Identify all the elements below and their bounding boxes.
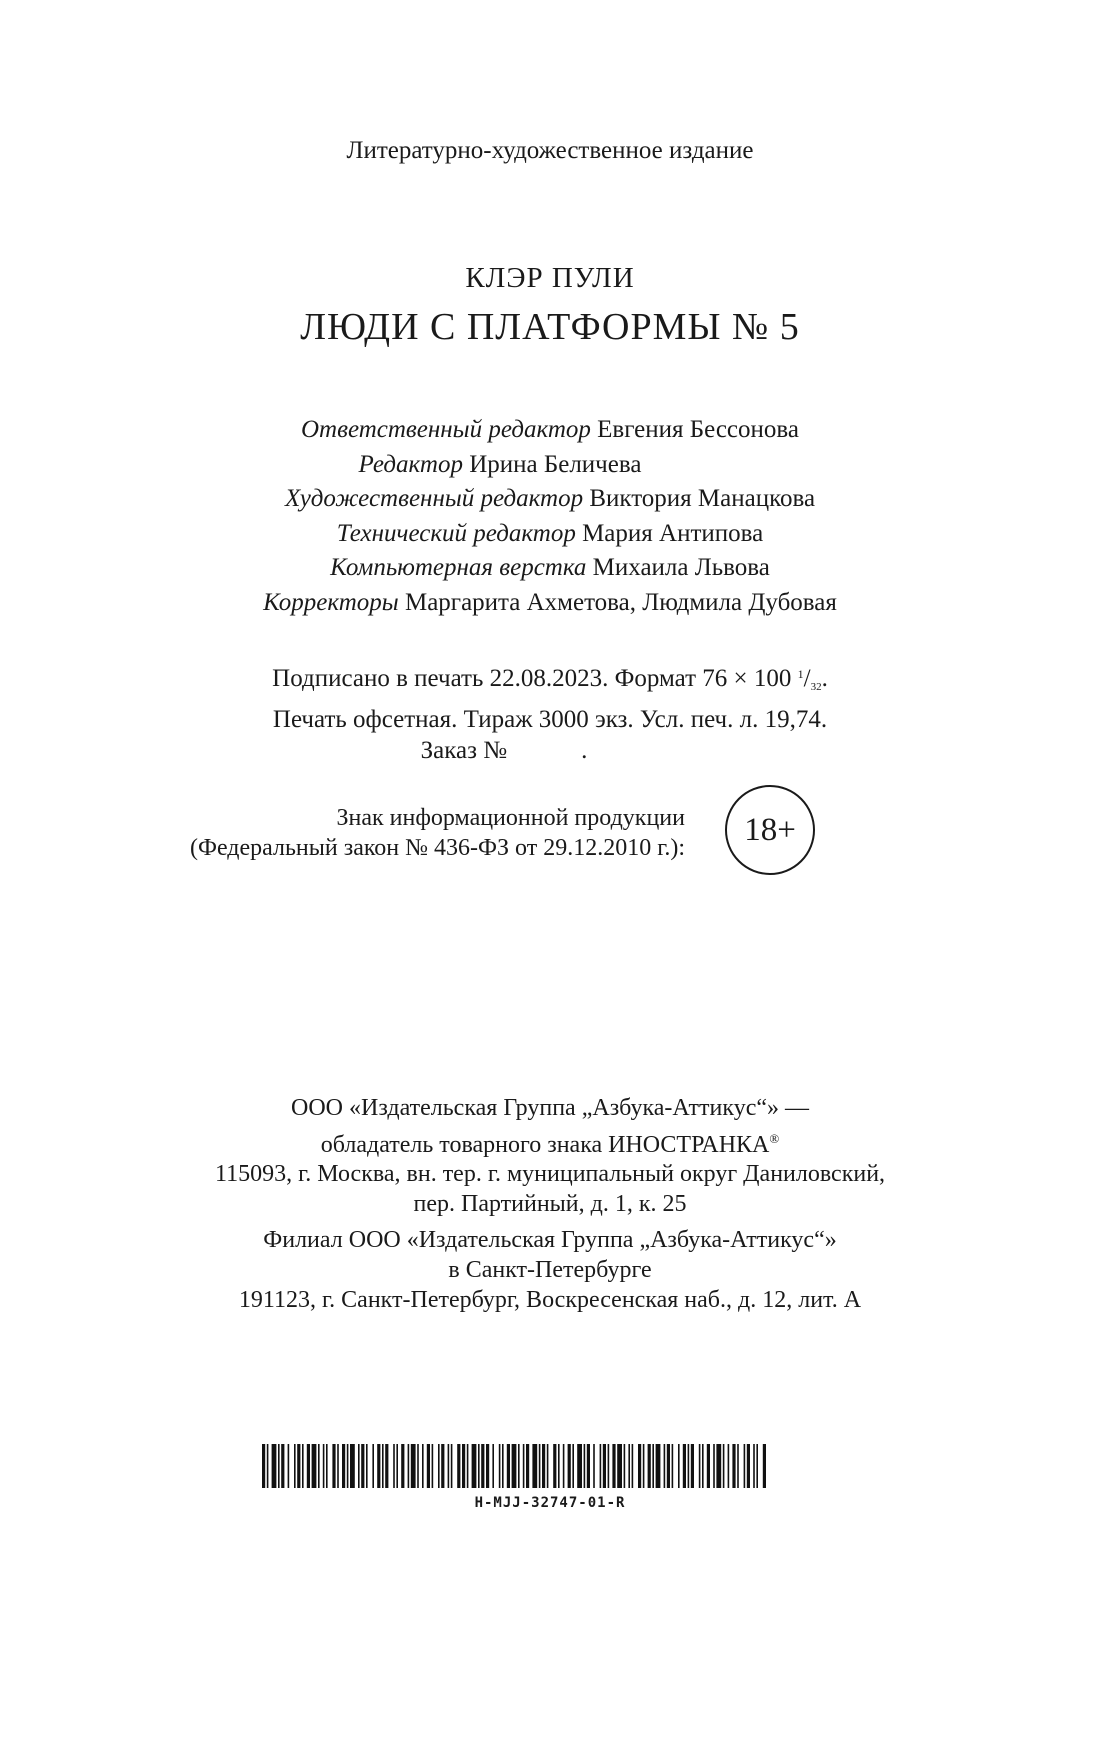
barcode-bar (532, 1444, 537, 1488)
barcode-bar (342, 1444, 345, 1488)
barcode-bar (691, 1444, 694, 1488)
barcode-bar (347, 1444, 349, 1488)
barcode-bar (699, 1444, 701, 1488)
barcode-bar (382, 1444, 384, 1488)
barcode-bar (267, 1444, 269, 1488)
barcode-bar (272, 1444, 277, 1488)
print-info (0, 659, 1100, 767)
publisher-block (0, 1094, 1100, 1315)
barcode-bar (628, 1444, 630, 1488)
barcode-bar (678, 1444, 680, 1488)
barcode-bar (587, 1444, 590, 1488)
barcode-bar (408, 1444, 410, 1488)
barcode-bar (547, 1444, 549, 1488)
print-line-format: Подписано в печать 22.08.2023. Формат 76 × 100 $^1/_{32}$. (272, 665, 828, 693)
barcode-bar (472, 1444, 477, 1488)
barcode-bar (326, 1444, 328, 1488)
barcode-bar (281, 1444, 284, 1488)
branch-line: в Санкт-Петербурге (448, 1256, 652, 1283)
barcode-bar (744, 1444, 746, 1488)
barcode-bar (593, 1444, 595, 1488)
credit-role: Редактор (358, 450, 463, 478)
branch-line: Филиал ООО «Издательская Группа „Азбука-Аттикус“» (263, 1227, 837, 1254)
credit-row (0, 482, 1100, 517)
barcode-bar (318, 1444, 320, 1488)
barcode-bar (648, 1444, 651, 1488)
barcode-bar (451, 1444, 453, 1488)
barcode-bar (624, 1444, 626, 1488)
barcode-bar (396, 1444, 398, 1488)
barcode-bar (617, 1444, 622, 1488)
barcode (262, 1444, 766, 1488)
barcode-bar (507, 1444, 510, 1488)
barcode-bar (683, 1444, 686, 1488)
barcode-bar (478, 1444, 480, 1488)
barcode-bar (672, 1444, 674, 1488)
barcode-bar (432, 1444, 434, 1488)
credit-row (0, 517, 1100, 552)
barcode-bar (499, 1444, 501, 1488)
barcode-bar (361, 1444, 364, 1488)
barcode-bar (553, 1444, 556, 1488)
barcode-bar (358, 1444, 360, 1488)
barcode-bar (427, 1444, 430, 1488)
credit-row (0, 551, 1100, 586)
barcode-bar (707, 1444, 710, 1488)
branch-line: 191123, г. Санкт-Петербург, Воскресенская наб., д. 12, лит. А (238, 1286, 862, 1313)
barcode-bar (448, 1444, 450, 1488)
barcode-bar (643, 1444, 645, 1488)
barcode-bar (664, 1444, 666, 1488)
credit-role: Корректоры (263, 588, 399, 616)
credit-role: Технический редактор (336, 519, 576, 547)
barcode-bar (462, 1444, 465, 1488)
barcode-bar (723, 1444, 725, 1488)
barcode-bar (312, 1444, 317, 1488)
barcode-bar (467, 1444, 469, 1488)
credit-person: Виктория Манацкова (589, 485, 816, 513)
barcode-bar (608, 1444, 610, 1488)
barcode-bar (441, 1444, 444, 1488)
barcode-bar (688, 1444, 690, 1488)
barcode-bar (481, 1444, 484, 1488)
barcode-bar (262, 1444, 265, 1488)
barcode-bar (716, 1444, 721, 1488)
barcode-bar (612, 1444, 615, 1488)
barcode-bar (512, 1444, 517, 1488)
barcode-bar (401, 1444, 404, 1488)
barcode-bar (600, 1444, 602, 1488)
barcode-bar (763, 1444, 766, 1488)
format-fraction: $^1/_{32}$ (797, 665, 822, 693)
barcode-bar (526, 1444, 529, 1488)
credit-person: Маргарита Ахметова, Людмила Дубовая (404, 588, 837, 616)
barcode-bar (502, 1444, 504, 1488)
barcode-bar (307, 1444, 310, 1488)
barcode-bar (702, 1444, 704, 1488)
barcode-bar (577, 1444, 582, 1488)
barcode-bar (603, 1444, 606, 1488)
barcode-bar (667, 1444, 670, 1488)
barcode-bar (747, 1444, 750, 1488)
barcode-bar (518, 1444, 520, 1488)
barcode-bar (417, 1444, 419, 1488)
credit-row (0, 448, 1050, 483)
barcode-bar (393, 1444, 395, 1488)
print-line-run: Печать офсетная. Тираж 3000 экз. Усл. печ. л. 19,74. (272, 705, 828, 733)
trademark-symbol: ® (769, 1130, 780, 1146)
credit-role: Ответственный редактор (301, 416, 591, 443)
barcode-bar (438, 1444, 440, 1488)
credit-role: Компьютерная верстка (330, 554, 587, 582)
barcode-bar (756, 1444, 758, 1488)
barcode-bar (563, 1444, 565, 1488)
barcode-bar (492, 1444, 494, 1488)
barcode-bar (572, 1444, 574, 1488)
barcode-bar (297, 1444, 300, 1488)
credit-role: Художественный редактор (284, 485, 584, 513)
credit-person: Мария Антипова (582, 519, 764, 547)
barcode-bar (713, 1444, 715, 1488)
barcode-bar (539, 1444, 541, 1488)
barcode-bar (632, 1444, 634, 1488)
barcode-bar (372, 1444, 374, 1488)
barcode-bar (737, 1444, 739, 1488)
barcode-bar (638, 1444, 641, 1488)
barcode-bar (288, 1444, 290, 1488)
barcode-bar (411, 1444, 416, 1488)
age-rating-line-2: (Федеральный закон № 436-ФЗ от 29.12.2010 г.): (189, 835, 685, 861)
barcode-bar (753, 1444, 755, 1488)
barcode-bar (323, 1444, 325, 1488)
age-rating-badge: 18+ (725, 785, 815, 875)
barcode-bar (728, 1444, 730, 1488)
credit-person: Ирина Беличева (469, 450, 642, 478)
barcode-bar (558, 1444, 560, 1488)
publisher-line: 115093, г. Москва, вн. тер. г. муниципальный округ Даниловский, (214, 1161, 886, 1188)
age-rating-line-1: Знак информационной продукции (336, 805, 685, 831)
credit-row (0, 413, 1100, 448)
barcode-bar (332, 1444, 335, 1488)
print-line-order: Заказ № . (420, 737, 588, 764)
barcode-bar (542, 1444, 545, 1488)
credits-block (0, 413, 1100, 621)
age-rating-text (190, 803, 685, 863)
barcode-label: H-MJJ-32747-01-R (474, 1495, 626, 1511)
barcode-bar (656, 1444, 661, 1488)
genre-line: Литературно-художественное издание (346, 137, 754, 164)
barcode-bar (486, 1444, 489, 1488)
author-name: КЛЭР ПУЛИ (465, 262, 635, 294)
barcode-bar (337, 1444, 339, 1488)
barcode-bar (568, 1444, 571, 1488)
barcode-bar (732, 1444, 735, 1488)
credit-row (0, 586, 1100, 621)
barcode-bar (385, 1444, 388, 1488)
barcode-bar (523, 1444, 525, 1488)
barcode-bar (422, 1444, 424, 1488)
barcode-bar (377, 1444, 380, 1488)
barcode-bar (350, 1444, 355, 1488)
barcode-bar (302, 1444, 304, 1488)
publisher-line: пер. Партийный, д. 1, к. 25 (413, 1190, 687, 1217)
book-title: ЛЮДИ С ПЛАТФОРМЫ № 5 (300, 306, 800, 348)
barcode-bar (457, 1444, 460, 1488)
credit-person: Михаила Львова (592, 554, 770, 582)
publisher-line: ООО «Издательская Группа „Азбука-Аттикус“» — (291, 1095, 809, 1121)
publisher-line: обладатель товарного знака ИНОСТРАНКА® (320, 1130, 780, 1158)
barcode-bar (294, 1444, 296, 1488)
barcode-bar (584, 1444, 586, 1488)
credit-person: Евгения Бессонова (597, 416, 799, 443)
barcode-bar (366, 1444, 368, 1488)
barcode-bar (278, 1444, 280, 1488)
barcode-bar (652, 1444, 654, 1488)
